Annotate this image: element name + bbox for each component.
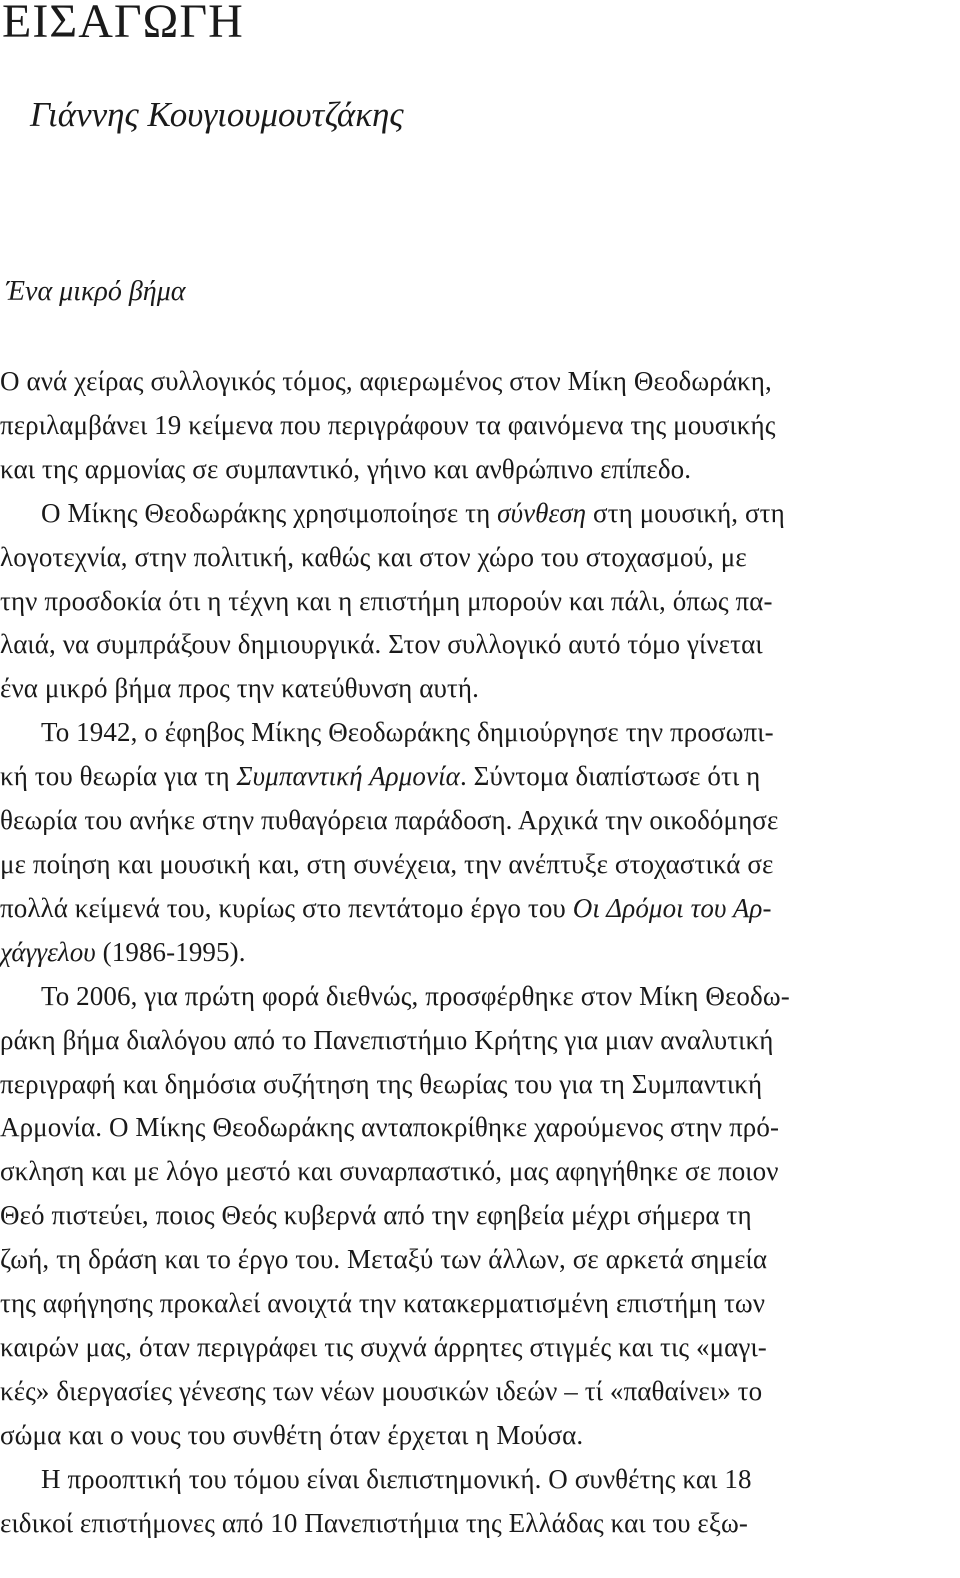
text-line xyxy=(0,1238,960,1282)
body-text xyxy=(0,360,960,1545)
text-line xyxy=(0,536,960,580)
text-line-content xyxy=(0,761,760,791)
text-segment: της αφήγησης προκαλεί ανοιχτά την κατακερματισμένη επιστήμη των xyxy=(0,1288,766,1319)
text-line-content xyxy=(0,629,763,659)
text-line-content xyxy=(0,805,778,835)
text-segment: πολλά κείμενά του, κυρίως στο πεντάτομο έργο του xyxy=(0,892,573,923)
text-line xyxy=(0,1194,960,1238)
text-segment: ζωή, τη δράση και το έργο του. Μεταξύ των άλλων, σε αρκετά σημεία xyxy=(0,1244,768,1275)
text-line-content xyxy=(41,981,790,1011)
text-segment: με ποίηση και μουσική και, στη συνέχεια, την ανέπτυξε στοχαστικά σε xyxy=(0,848,774,879)
text-line xyxy=(0,843,960,887)
text-line xyxy=(0,1106,960,1150)
text-segment: ειδικοί επιστήμονες από 10 Πανεπιστήμια της Ελλάδας και του εξω- xyxy=(0,1507,748,1538)
text-line-content xyxy=(0,366,772,396)
text-segment: Αρμονία. Ο Μίκης Θεοδωράκης ανταποκρίθηκε χαρούμενος στην πρό- xyxy=(0,1112,780,1143)
text-segment: κή του θεωρία για τη xyxy=(0,761,237,792)
text-line xyxy=(0,755,960,799)
text-segment: Θεό πιστεύει, ποιος Θεός κυβερνά από την εφηβεία μέχρι σήμερα τη xyxy=(0,1200,752,1231)
text-segment: λαιά, να συμπράξουν δημιουργικά. Στον συλλογικό αυτό τόμο γίνεται xyxy=(0,629,763,660)
text-segment: περιλαμβάνει 19 κείμενα που περιγράφουν τα φαινόμενα της μουσικής xyxy=(0,409,776,440)
text-line xyxy=(0,360,960,404)
text-line-content xyxy=(0,1025,773,1055)
text-line-content xyxy=(41,1464,752,1494)
text-segment: λογοτεχνία, στην πολιτική, καθώς και στον χώρο του στοχασμού, με xyxy=(0,541,747,572)
text-line xyxy=(0,667,960,711)
text-line-content xyxy=(0,1332,767,1362)
text-line-content xyxy=(0,937,246,967)
text-segment: Το 1942, ο έφηβος Μίκης Θεοδωράκης δημιούργησε την προσωπι- xyxy=(41,717,774,748)
text-line xyxy=(0,404,960,448)
text-segment: και της αρμονίας σε συμπαντικό, γήινο και ανθρώπινο επίπεδο. xyxy=(0,453,692,484)
text-line-content xyxy=(0,542,747,572)
section-title: Ένα μικρό βήμα xyxy=(6,276,186,307)
text-segment: Ο Μίκης Θεοδωράκης χρησιμοποίησε τη xyxy=(41,497,498,528)
text-segment: στη μουσική, στη xyxy=(586,497,785,528)
text-line-content xyxy=(0,1156,779,1186)
text-line-content xyxy=(0,1069,762,1099)
text-line xyxy=(0,580,960,624)
text-segment: Το 2006, για πρώτη φορά διεθνώς, προσφέρθηκε στον Μίκη Θεοδω- xyxy=(41,980,790,1011)
text-segment: καιρών μας, όταν περιγράφει τις συχνά άρρητες στιγμές και τις «μαγι- xyxy=(0,1331,767,1362)
author-name: Γιάννης Κουγιουμουτζάκης xyxy=(30,95,404,134)
italic-text: σύνθεση xyxy=(497,497,587,528)
chapter-heading: ΕΙΣΑΓΩΓΗ xyxy=(2,0,244,48)
text-segment: Η προοπτική του τόμου είναι διεπιστημονική. Ο συνθέτης και 18 xyxy=(41,1463,752,1494)
text-line-content xyxy=(0,1376,762,1406)
text-segment: ένα μικρό βήμα προς την κατεύθυνση αυτή. xyxy=(0,673,479,704)
text-line-content xyxy=(0,893,772,923)
text-line-content xyxy=(0,1244,767,1274)
text-segment: θεωρία του ανήκε στην πυθαγόρεια παράδοση. Αρχικά την οικοδόμησε xyxy=(0,805,779,836)
text-line xyxy=(0,1150,960,1194)
text-segment: (1986-1995). xyxy=(95,936,246,967)
text-line xyxy=(0,448,960,492)
text-line xyxy=(0,711,960,755)
italic-text: χάγγελου xyxy=(0,936,96,967)
text-line-content xyxy=(41,717,774,747)
text-line xyxy=(0,623,960,667)
italic-text: Οι Δρόμοι του Αρ- xyxy=(572,892,772,923)
text-line-content xyxy=(0,1112,779,1142)
text-line xyxy=(0,931,960,975)
text-line xyxy=(0,492,960,536)
text-line-content xyxy=(0,1288,765,1318)
text-line xyxy=(0,1502,960,1546)
text-line-content xyxy=(41,498,785,528)
text-line-content xyxy=(0,410,776,440)
text-segment: ράκη βήμα διαλόγου από το Πανεπιστήμιο Κρήτης για μιαν αναλυτική xyxy=(0,1024,774,1055)
text-segment: κές» διεργασίες γένεσης των νέων μουσικών ιδεών – τί «παθαίνει» το xyxy=(0,1375,763,1406)
text-segment: Ο ανά χείρας συλλογικός τόμος, αφιερωμένος στον Μίκη Θεοδωράκη, xyxy=(0,366,772,396)
text-line xyxy=(0,1019,960,1063)
text-segment: σκληση και με λόγο μεστό και συναρπαστικό, μας αφηγήθηκε σε ποιον xyxy=(0,1156,779,1187)
text-line xyxy=(0,887,960,931)
text-line-content xyxy=(0,1200,752,1230)
text-line-content xyxy=(0,586,773,616)
text-segment: . Σύντομα διαπίστωσε ότι η xyxy=(459,761,761,792)
text-line xyxy=(0,799,960,843)
text-line-content xyxy=(0,673,479,703)
text-line xyxy=(0,1326,960,1370)
text-line-content xyxy=(0,1508,748,1538)
text-segment: την προσδοκία ότι η τέχνη και η επιστήμη μπορούν και πάλι, όπως πα- xyxy=(0,585,773,616)
text-line-content xyxy=(0,1420,583,1450)
text-line xyxy=(0,1370,960,1414)
text-line xyxy=(0,975,960,1019)
text-segment: σώμα και ο νους του συνθέτη όταν έρχεται η Μούσα. xyxy=(0,1419,584,1450)
italic-text: Συμπαντική Αρμονία xyxy=(236,761,460,792)
text-line xyxy=(0,1414,960,1458)
text-line xyxy=(0,1458,960,1502)
text-line-content xyxy=(0,454,691,484)
text-line xyxy=(0,1063,960,1107)
text-segment: περιγραφή και δημόσια συζήτηση της θεωρίας του για τη Συμπαντική xyxy=(0,1068,763,1099)
text-line xyxy=(0,1282,960,1326)
text-line-content xyxy=(0,849,773,879)
